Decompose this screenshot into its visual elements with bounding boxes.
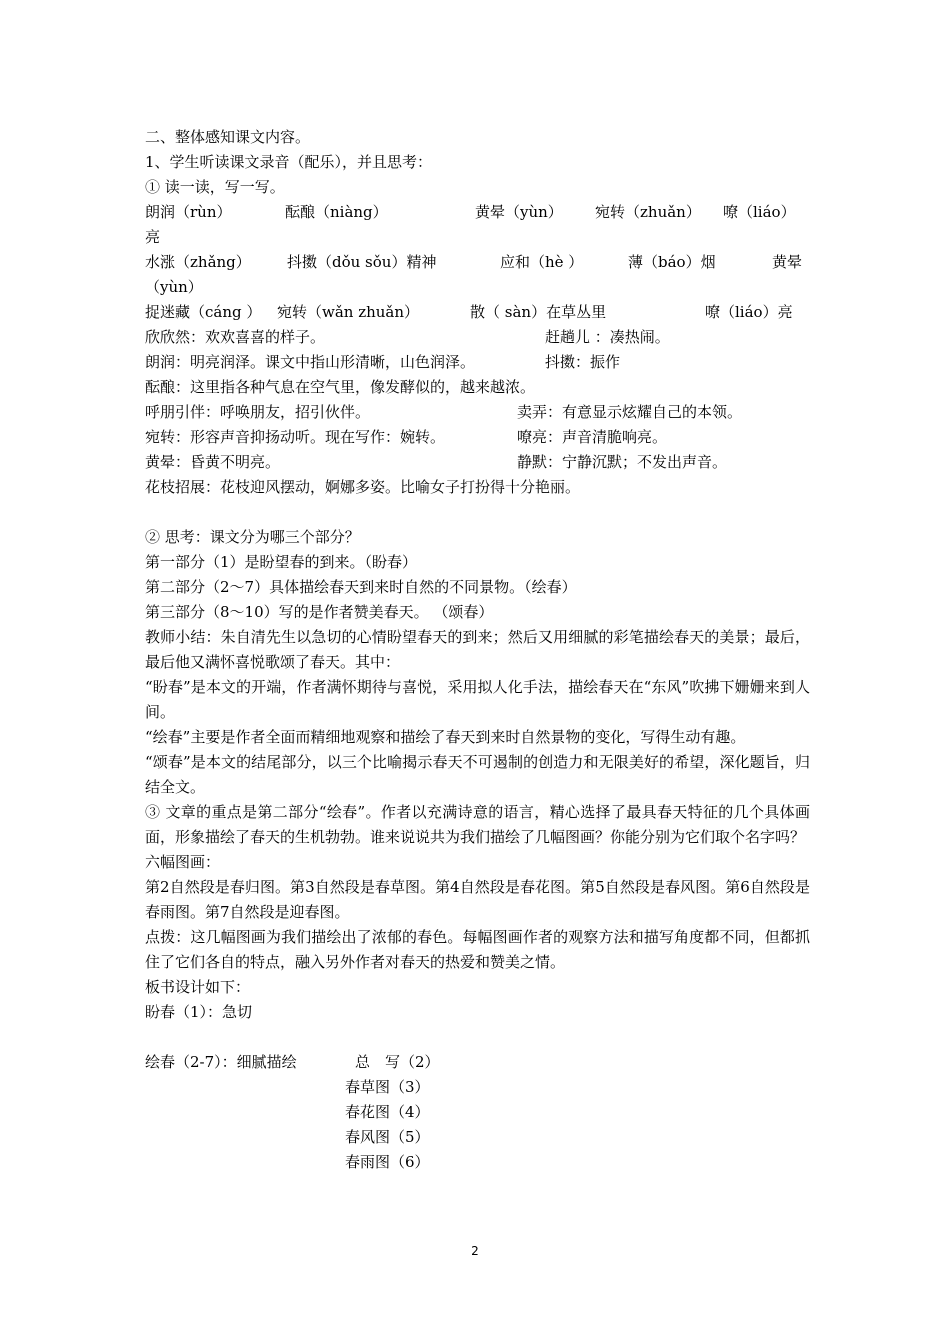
vocab-item: 宛转（wǎn zhuǎn）: [277, 303, 420, 321]
definition-row: [145, 375, 810, 400]
board-line-2-right: 总 写（2）: [355, 1053, 440, 1071]
vocab-item: （yùn）: [145, 278, 203, 296]
definition: 朗润：明亮润泽。课文中指山形清晰，山色润泽。: [145, 353, 476, 371]
vocab-item: 抖擞（dǒu sǒu）精神: [287, 253, 437, 271]
task-1a: ① 读一读，写一写。: [145, 178, 285, 196]
vocab-row: [145, 250, 810, 275]
pan-chun-paragraph: “盼春”是本文的开端，作者满怀期待与喜悦，采用拟人化手法，描绘春天在“东风”吹拂下姗姗来到人间。: [145, 678, 810, 721]
definition: 黄晕：昏黄不明亮。: [145, 453, 281, 471]
definition: 嘹亮：声音清脆响亮。: [517, 428, 668, 446]
vocab-item: 朗润（rùn）: [145, 203, 232, 221]
hui-chun-paragraph: “绘春”主要是作者全面而精细地观察和描绘了春天到来时自然景物的变化，写得生动有趣。: [145, 728, 746, 746]
document-body: [145, 125, 810, 1175]
definition: 抖擞：振作: [545, 353, 621, 371]
definition: 酝酿：这里指各种气息在空气里，像发酵似的，越来越浓。: [145, 378, 536, 396]
definition: 卖弄：有意显示炫耀自己的本领。: [517, 403, 743, 421]
guidance-paragraph: 点拨：这几幅图画为我们描绘出了浓郁的春色。每幅图画作者的观察方法和描写角度都不同，但都抓住了它们各自的特点，融入另外作者对春天的热爱和赞美之情。: [145, 928, 810, 971]
vocab-item: 散（ sàn）在草丛里: [470, 303, 607, 321]
vocab-item: 薄（báo）烟: [628, 253, 716, 271]
vocab-item: 黄晕: [772, 253, 803, 271]
vocab-item: 宛转（zhuǎn）: [595, 203, 701, 221]
vocab-item: 应和（hè ）: [500, 253, 584, 271]
definition-row: [145, 450, 810, 475]
vocab-row: [145, 300, 810, 325]
vocab-row: [145, 225, 810, 250]
board-line-2-left: 绘春（2-7）：细腻描绘: [145, 1053, 297, 1071]
vocab-item: 捉迷藏（cáng ）: [145, 303, 262, 321]
definition-row: [145, 475, 810, 500]
board-item: 春草图（3）: [345, 1078, 430, 1096]
six-pictures-heading: 六幅图画：: [145, 853, 221, 871]
teacher-summary: 教师小结：朱自清先生以急切的心情盼望春天的到来；然后又用细腻的彩笔描绘春天的美景；最后，最后他又满怀喜悦歌颂了春天。其中：: [145, 628, 810, 671]
board-item: 春花图（4）: [345, 1103, 430, 1121]
part-1: 第一部分（1）是盼望春的到来。（盼春）: [145, 553, 418, 571]
section-title: 二、整体感知课文内容。: [145, 128, 311, 146]
vocab-row: [145, 200, 810, 225]
task-2: ② 思考：课文分为哪三个部分？: [145, 528, 360, 546]
vocab-row: [145, 275, 810, 300]
vocab-item: 酝酿（niàng）: [285, 203, 388, 221]
vocab-item: 亮: [145, 228, 161, 246]
board-line-2: [145, 1050, 810, 1075]
part-3: 第三部分（8～10）写的是作者赞美春天。 （颂春）: [145, 603, 494, 621]
song-chun-paragraph: “颂春”是本文的结尾部分，以三个比喻揭示春天不可遏制的创造力和无限美好的希望，深化题旨，归结全文。: [145, 753, 810, 796]
page-number: 2: [471, 1244, 479, 1258]
definition-row: [145, 425, 810, 450]
board-item: 春雨图（6）: [345, 1153, 430, 1171]
task-1: 1、学生听读课文录音（配乐），并且思考：: [145, 153, 433, 171]
definition-row: [145, 325, 810, 350]
vocab-item: 水涨（zhǎng）: [145, 253, 251, 271]
definition: 欣欣然：欢欢喜喜的样子。: [145, 328, 326, 346]
board-line-1: 盼春（1）：急切: [145, 1003, 253, 1021]
board-item: 春风图（5）: [345, 1128, 430, 1146]
definition: 静默：宁静沉默；不发出声音。: [517, 453, 728, 471]
definition-row: [145, 350, 810, 375]
definition: 花枝招展：花枝迎风摆动，婀娜多姿。比喻女子打扮得十分艳丽。: [145, 478, 581, 496]
part-2: 第二部分（2～7）具体描绘春天到来时自然的不同景物。（绘春）: [145, 578, 577, 596]
pictures-list: 第2自然段是春归图。第3自然段是春草图。第4自然段是春花图。第5自然段是春风图。第6自然段是春雨图。第7自然段是迎春图。: [145, 878, 810, 921]
vocab-item: 嘹（liáo）亮: [705, 303, 793, 321]
vocab-item: 嘹（liáo）: [723, 203, 796, 221]
definition: 呼朋引伴：呼唤朋友，招引伙伴。: [145, 403, 371, 421]
vocab-item: 黄晕（yùn）: [475, 203, 563, 221]
definition-row: [145, 400, 810, 425]
board-title: 板书设计如下：: [145, 978, 251, 996]
definition: 宛转：形容声音抑扬动听。现在写作：婉转。: [145, 428, 446, 446]
definition: 赶趟儿 ：凑热闹。: [545, 328, 670, 346]
task-3: ③ 文章的重点是第二部分“绘春”。作者以充满诗意的语言，精心选择了最具春天特征的几个具体画面，形象描绘了春天的生机勃勃。谁来说说共为我们描绘了几幅图画？你能分别为它们取个名字吗？: [145, 803, 810, 846]
